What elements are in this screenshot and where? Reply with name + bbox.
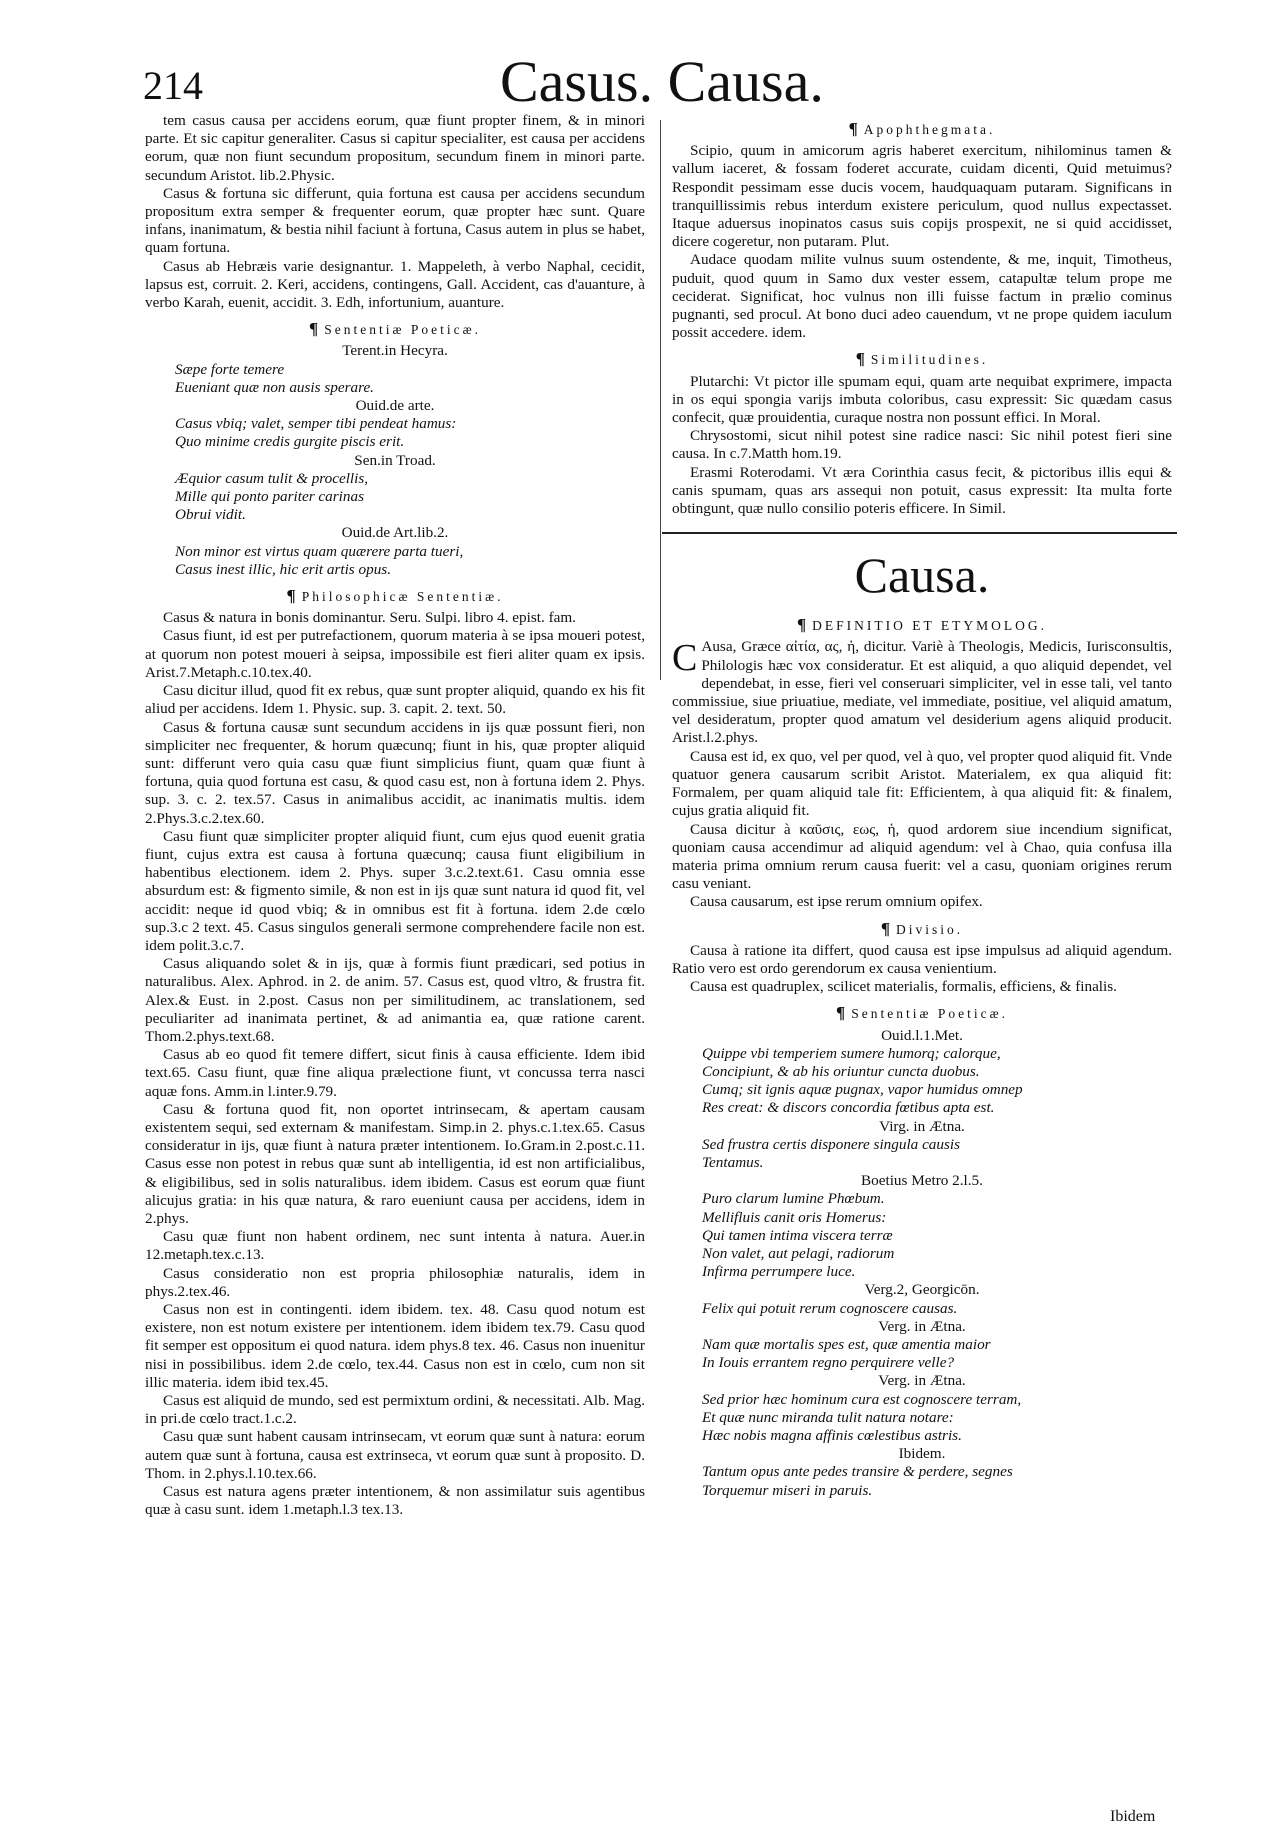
paragraph: Casus & natura in bonis dominantur. Seru. Sulpi. libro 4. epist. fam. [163, 609, 576, 627]
paragraph: Casu quæ sunt habent causam intrinsecam, vt eorum quæ sunt à natura: eorum autem quæ sunt à fortuna, causa est extrinseca, vt eorum quæ sunt à proposito. D. Thom. in 2.phys.l.10.tex.66. [145, 1428, 645, 1482]
paragraph: Audace quodam milite vulnus suum ostendente, & me, inquit, Timotheus, puduit, quod quum in Samo dux vester essem, catapultæ telum prope me ceciderat. Significat, hoc vulnus non illi fuisse factum in prælio cominus pugnanti, sed procul. At bono duci adeo cauendum, vt ne prope quidem iaculum possit accedere. idem. [672, 251, 1172, 342]
page-number: 214 [143, 63, 203, 108]
quote-source: Sen.in Troad. [354, 451, 436, 469]
verse-line: Sed prior hæc hominum cura est cognoscere terram, [702, 1390, 1022, 1408]
pilcrow-icon: ¶ [796, 615, 807, 635]
verse-line: Casus inest illic, hic erit artis opus. [175, 560, 392, 578]
paragraph: Scipio, quum in amicorum agris haberet exercitum, nihilominus tamen & vallum iaceret, & fossam foderet accurate, cuidam dicenti, Quid metuimus? Respondit pessimam esse ducis vocem, haudquaquam putaram. Significans in tranquillissimis rebus interdum existere periculum, quod nullus expectasset. Itaque aduersus inopinatos casus suis copijs prospexit, ne si quid accidisset, dicere cogeretur, non putaram. Plut. [672, 142, 1172, 251]
division-paragraphs [672, 942, 1172, 997]
verse-line: Non valet, aut pelagi, radiorum [702, 1244, 895, 1262]
paragraph: Casus non est in contingenti. idem ibidem. tex. 48. Casu quod notum est existere, non est notum existere per intentionem. idem ibidem tex.79. Casu quod fit semper est oppositum ei quod natura. idem phys.8 tex. 46. Casus non inuenitur nisi in possibilibus. idem 2.de cœlo, tex.44. Casus non est in cœlo, cum non sit illic materia. idem ibid tex.45. [145, 1301, 645, 1391]
verse-line: In Iouis errantem regno perquirere velle? [702, 1354, 955, 1372]
section-heading: ¶ Philosophicæ Sententiæ. [286, 586, 504, 606]
paragraph: Erasmi Roterodami. Vt æra Corinthia casus fecit, & pictoribus illis equi & canis spumam, quas ars assequi non potuit, casus expressit: Ita multa forte obtingunt, quæ nullo consilio poteris efficere. In Simil. [672, 463, 1172, 518]
verse-line: Quippe vbi temperiem sumere humorq; calorque, [702, 1044, 1001, 1062]
quote-source: Terent.in Hecyra. [342, 342, 448, 360]
paragraph: Causa est quadruplex, scilicet materialis, formalis, efficiens, & finalis. [690, 978, 1117, 996]
drop-cap: C [672, 637, 698, 680]
paragraph: Casus est aliquid de mundo, sed est permixtum ordini, & necessitati. Alb. Mag. in pri.de cœlo tract.1.c.2. [145, 1392, 645, 1428]
section-heading: ¶ Apophthegmata. [848, 119, 996, 138]
quote-source: Ouid.de Art.lib.2. [341, 524, 449, 542]
philosophical-paragraphs [145, 609, 645, 1519]
paragraph: Casu fiunt quæ simpliciter propter aliquid fiunt, cum ejus quod euenit gratia fiunt, cujus extra est causa à fortuna quæcunq; causa fiunt eligibilium in habentibus electionem. idem 2. Phys. super 3.c.2.text.61. Casu omnia esse absurdum est: & figmento simile, & non est in ijs quæ sunt natura id quod fit, vel accidit: neque id quod vbiq; & in omnibus est fit à fortuna. idem 2.de cœlo sup.3.c 2 text. 45. Casus singulos generali sermone comprehendere facile non est. idem polit.3.c.7. [145, 827, 645, 954]
entry-title: Causa. [854, 547, 990, 604]
paragraph: Casus aliquando solet & in ijs, quæ à formis fiunt prædicari, sed potius in naturalibus. Alex. Aphrod. in 2. de anim. 57. Casus est, quod vltro, & frustra fit. Alex.& Eust. in 2.post. Casus non per similitudinem, ac translationem, sed peculiariter ad inanimata pertinet, & ad animantia ea, quæ ratione carent. Thom.2.phys.text.68. [145, 955, 645, 1045]
intro-paragraphs [145, 112, 645, 312]
paragraph: Casu dicitur illud, quod fit ex rebus, quæ sunt propter aliquid, quando ex his fit aliud per accidens. Idem 1. Physic. sup. 3. capit. 2. text. 50. [145, 682, 645, 718]
paragraph: tem casus causa per accidens eorum, quæ fiunt propter finem, & in minori parte. Et sic capitur generaliter. Casus si capitur specialiter, est causa per accidens eorum, quæ non fiunt secundum propositum, secundum finem in minori parte. secundum Aristot. lib.2.Physic. [145, 112, 645, 184]
verse-line: Non minor est virtus quam quærere parta tueri, [175, 542, 464, 560]
apophthegm-paragraphs [672, 142, 1172, 342]
section-heading: ¶ Sententiæ Poeticæ. [309, 319, 481, 339]
verse-line: Cumq; sit ignis aquæ pugnax, vapor humidus omnep [702, 1081, 1023, 1099]
paragraph: Casu & fortuna quod fit, non oportet intrinsecam, & apertam causam existentem sequi, sed externam & manifestam. Simp.in 2. phys.c.1.tex.65. Casus consideratur in ijs, quæ fiunt à natura præter intentionem. Io.Gram.in 2.post.c.11. Casus esse non potest in rebus quæ sunt ab intelligentia, id est non artificialibus, & eligibilibus, sed in solis naturalibus. idem ibidem. Casus est eorum quæ fiunt alicujus gratia: in his quæ natura, & raro eueniunt causa per accidens, idem in 2.phys. [145, 1100, 645, 1227]
verse-line: Æquior casum tulit & procellis, [175, 469, 369, 487]
paragraph: Chrysostomi, sicut nihil potest sine radice nasci: Sic nihil potest fieri sine causa. In c.7.Matth hom.19. [672, 427, 1172, 463]
similitude-paragraphs [672, 373, 1172, 519]
verse-line: Felix qui potuit rerum cognoscere causas. [702, 1299, 958, 1317]
verse-line: Infirma perrumpere luce. [702, 1263, 856, 1281]
right-column [672, 112, 1172, 1500]
quote-source: Virg. in Ætna. [879, 1117, 965, 1135]
paragraph: Casus & fortuna causæ sunt secundum accidens in ijs quæ possunt fieri, non simpliciter nec frequenter, & horum quæcunq; fiunt in his, quæ propter aliquid sunt: differunt vero quia casu quæ fiunt simplicius fiunt, quam quæ fiunt à fortuna, quia quod fortuna est casu, & quod casu est, non à fortuna idem 2. Phys. sup. 3. c. 2. tex.57. Casus in animalibus accidit, ac inanimatis multis. idem 2.Phys.3.c.2.tex.60. [145, 718, 645, 827]
paragraph: Causa à ratione ita differt, quod causa est ipse impulsus ad aliquid agendum. Ratio vero est ordo gerendorum ex causa venientium. [672, 941, 1172, 977]
verse-line: Mellifluis canit oris Homerus: [702, 1208, 887, 1226]
pilcrow-icon: ¶ [880, 918, 891, 938]
verse-line: Puro clarum lumine Phœbum. [702, 1190, 885, 1208]
catchword: Ibidem [1110, 1808, 1156, 1825]
pilcrow-icon: ¶ [848, 119, 858, 138]
verse-line: Mille qui ponto pariter carinas [175, 488, 364, 506]
verse-line: Obrui vidit. [175, 506, 246, 524]
verse-line: Hæc nobis magna affinis cœlestibus astris. [702, 1427, 962, 1444]
section-heading: ¶ Sententiæ Poeticæ. [836, 1003, 1008, 1023]
paragraph: C Ausa, Græce αἰτία, ας, ἡ, dicitur. Variè à Theologis, Medicis, Iurisconsultis, Philologis hæc vox consideratur. Et est aliquid, a quo aliquid dependet, vel dependebat, in esse, fieri vel conseruari simpliciter, vel in esse tali, vel tanto commissiue, siue priuatiue, mediate, vel immediate, positiue, vel aliquid amatum, vel desideratum, propter quod amatum vel desiderium agens aliquid producit. Arist.l.2.phys. [672, 637, 1172, 747]
quote-source: Ouid.l.1.Met. [881, 1026, 963, 1044]
paragraph: Casu quæ fiunt non habent ordinem, nec sunt intenta à natura. Auer.in 12.metaph.tex.c.13. [145, 1228, 645, 1264]
paragraph: Casus consideratio non est propria philosophiæ naturalis, idem in phys.2.tex.46. [145, 1264, 645, 1300]
section-heading: ¶ Divisio. [880, 918, 964, 938]
paragraph: Casus est natura agens præter intentionem, & non assimilatur suis agentibus quæ à casu sunt. idem 1.metaph.l.3 tex.13. [145, 1483, 645, 1519]
paragraph: Causa dicitur à καῦσις, εως, ἡ, quod ardorem siue incendium significat, quoniam causa accendimur ad aliquid agendum: vel à Chao, quia confusa illa materia prima omnium rerum causa fuerit: vel a casu, quoniam origines rerum casu veniant. [672, 820, 1172, 893]
pilcrow-icon: ¶ [309, 319, 319, 339]
paragraph: Casus fiunt, id est per putrefactionem, quorum materia à se ipsa moueri potest, at quorum non potest moueri à seipsa, impossibile est fieri aliter quam ex ipsis. Arist.7.Metaph.c.10.tex.40. [145, 627, 645, 681]
quote-source: Boetius Metro 2.l.5. [861, 1172, 983, 1190]
definition-paragraphs [672, 638, 1172, 911]
quote-source: Verg. in Ætna. [878, 1317, 966, 1335]
paragraph: Causa est id, ex quo, vel per quod, vel à quo, vel propter quod aliquid fit. Vnde quatuor genera causarum scribit Aristot. Materialem, ex qua aliquid fit: Formalem, per quam aliquid tale fit: Efficientem, à qua aliquid fit: & finalem, cujus gratia aliquid fit. [672, 747, 1172, 820]
verse-line: Sed frustra certis disponere singula causis [702, 1135, 961, 1153]
quote-source: Verg. in Ætna. [878, 1372, 966, 1390]
paragraph: Casus ab eo quod fit temere differt, sicut finis à causa efficiente. Idem ibid text.65. Casu fiunt, quæ fine aliqua prælectione fiunt, vt concussa terra nasci aquæ fons. Amm.in l.inter.9.79. [145, 1046, 645, 1100]
paragraph: Casus & fortuna sic differunt, quia fortuna est causa per accidens secundum propositum extra semper & frequenter eorum, quæ propter hæc sunt. Quare infans, inanimatum, & bestia nihil faciunt à fortuna, Casus autem in plus se habet, quam fortuna. [145, 184, 645, 257]
verse-line: Concipiunt, & ab his oriuntur cuncta duobus. [702, 1062, 980, 1080]
left-column [145, 112, 645, 1519]
column-rule [660, 120, 661, 680]
verse-line: Quo minime credis gurgite piscis erit. [175, 433, 405, 451]
verse-line: Sæpe forte temere [175, 360, 285, 378]
pilcrow-icon: ¶ [836, 1003, 846, 1023]
pilcrow-icon: ¶ [286, 586, 296, 606]
verse-line: Casus vbiq; valet, semper tibi pendeat hamus: [175, 415, 457, 433]
verse-line: Nam quæ mortalis spes est, quæ amentia maior [702, 1335, 991, 1353]
section-heading: ¶ DEFINITIO ET ETYMOLOG. [796, 615, 1048, 635]
verse-line: Res creat: & discors concordia fœtibus apta est. [702, 1099, 995, 1117]
running-title: Casus. Causa. [500, 49, 824, 114]
verse-line: Eueniant quæ non ausis sperare. [175, 378, 374, 396]
quote-source: Ouid.de arte. [355, 397, 435, 415]
quote-source: Verg.2, Georgicōn. [864, 1281, 980, 1299]
verse-line: Torquemur miseri in paruis. [702, 1481, 873, 1499]
poetic-quotes [145, 342, 645, 579]
paragraph: Causa causarum, est ipse rerum omnium opifex. [690, 893, 983, 911]
paragraph: Plutarchi: Vt pictor ille spumam equi, quam arte nequibat exprimere, impacta in os equi spongia varijs imbuta coloribus, casu expressit: Sic quædam casus confecit, quæ prouidentia, curaque nostra non possunt effici. In Moral. [672, 372, 1172, 427]
pilcrow-icon: ¶ [855, 349, 865, 369]
section-heading: ¶ Similitudines. [855, 349, 989, 369]
paragraph: Casus ab Hebræis varie designantur. 1. Mappeleth, à verbo Naphal, cecidit, lapsus est, corruit. 2. Keri, accidens, contingens, Gall. Accident, cas d'auanture, à verbo Karah, euenit, accidit. 3. Edh, infortunium, auanture. [145, 257, 645, 312]
verse-line: Et quæ nunc miranda tulit natura notare: [702, 1408, 954, 1426]
verse-line: Tantum opus ante pedes transire & perdere, segnes [702, 1463, 1013, 1481]
verse-line: Tentamus. [702, 1153, 764, 1171]
verse-line: Qui tamen intima viscera terræ [702, 1226, 893, 1244]
section-divider [662, 532, 1177, 534]
quote-source: Ibidem. [898, 1445, 946, 1463]
poetic-quotes [672, 1027, 1172, 1500]
